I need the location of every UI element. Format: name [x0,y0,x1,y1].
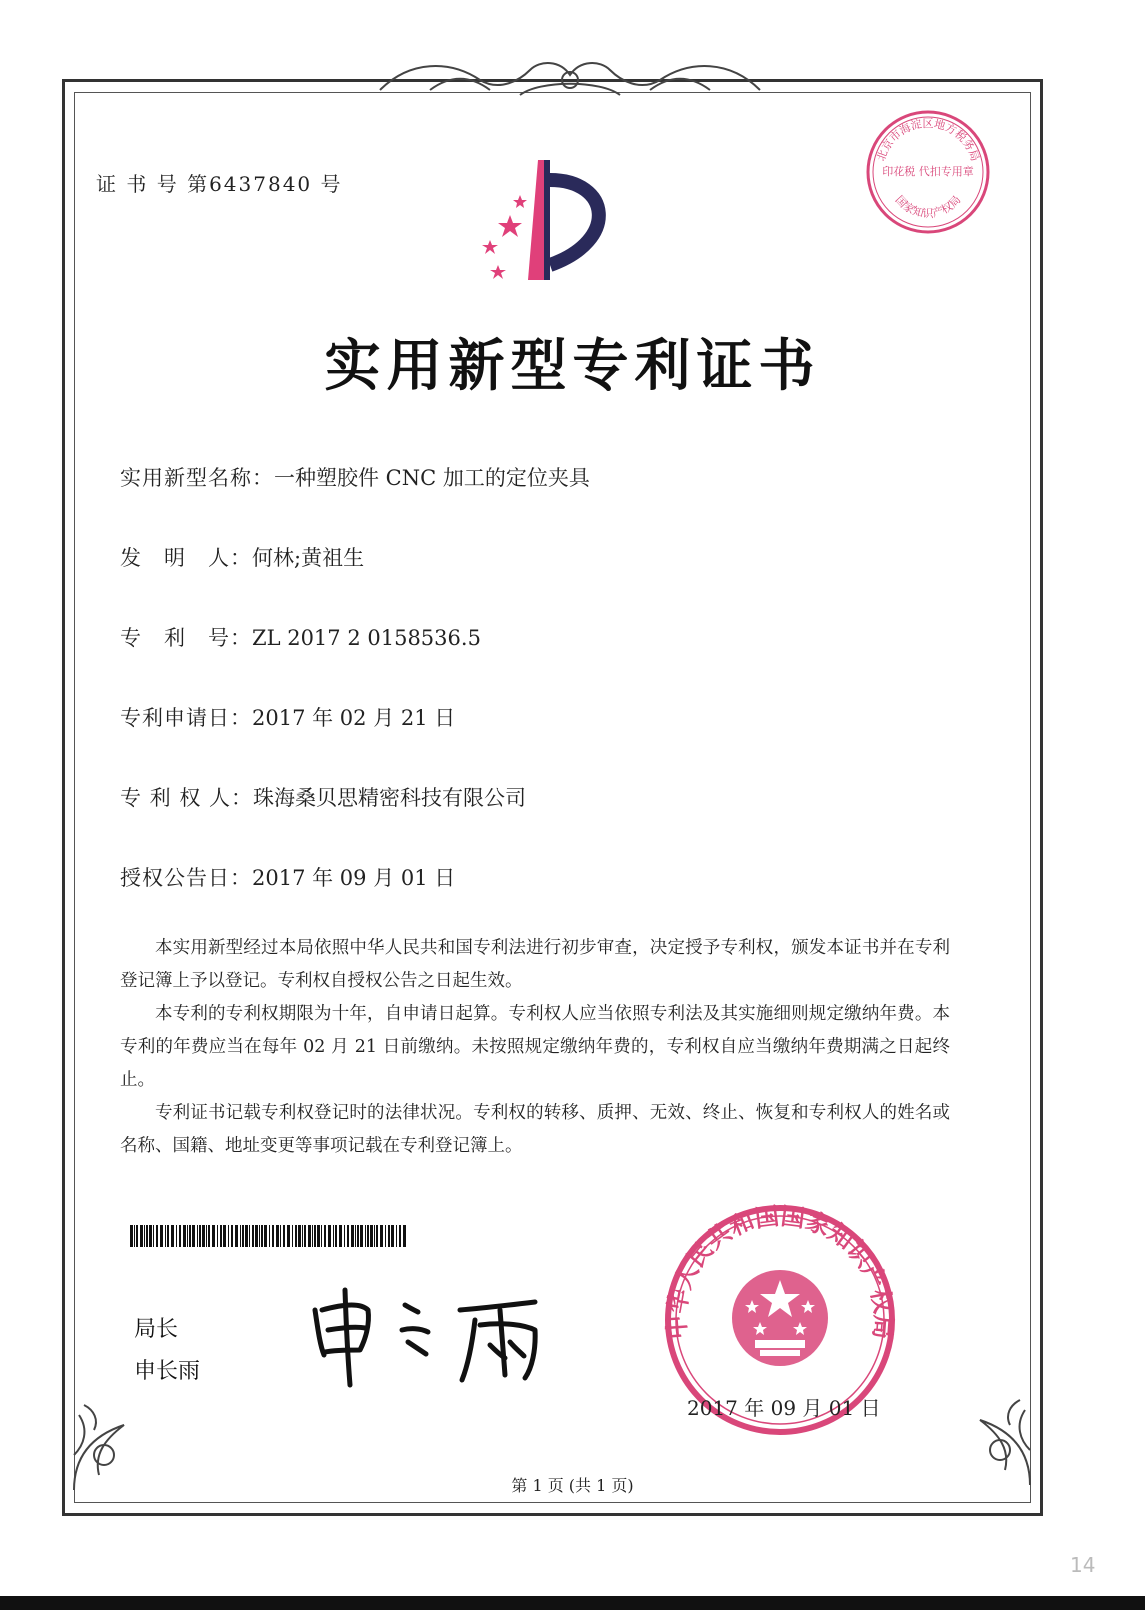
field-value: 2017 年 02 月 21 日 [252,706,456,730]
barcode-bar [298,1225,301,1247]
field-label: 专 利 号： [120,626,252,650]
barcode-bar [272,1225,274,1247]
barcode-bar [153,1225,154,1247]
certificate-body [120,932,950,1163]
seal-outer-text: 北京市海淀区地方税务局 [874,117,982,163]
barcode-bar [292,1225,293,1247]
barcode-bar [370,1225,373,1247]
field-label: 专利申请日： [120,706,252,730]
barcode-bar [351,1225,354,1247]
seal-date: 2017 年 09 月 01 日 [687,1396,881,1420]
barcode-bar [206,1225,207,1247]
barcode-bar [287,1225,290,1247]
barcode-bar [344,1225,345,1247]
barcode-bar [347,1225,349,1247]
certificate-number: 证 书 号 第6437840 号 [96,172,343,196]
seal-text: 中华人民共和国国家知识产权局 [662,1202,898,1341]
barcode-bar [136,1225,138,1247]
barcode-bar [202,1225,205,1247]
seal-bottom-text: 国家知识产权局 [892,193,964,220]
barcode-bar [295,1225,297,1247]
barcode-bar [165,1225,166,1247]
barcode-bar [187,1225,188,1247]
field-label: 实用新型名称： [120,466,274,490]
barcode-bar [167,1225,169,1247]
barcode-bar [183,1225,186,1247]
top-ornament [370,50,770,105]
barcode-bar [304,1225,306,1247]
barcode-bar [391,1225,394,1247]
barcode-bar [324,1225,326,1247]
barcode-bar [212,1225,215,1247]
barcode-bar [156,1225,158,1247]
barcode-bar [199,1225,201,1247]
field-inventor [120,542,364,572]
barcode-bar [321,1225,322,1247]
barcode-bar [192,1225,195,1247]
barcode-bar [171,1225,174,1247]
svg-text:国家知识产权局 [893,193,964,220]
barcode-bar [235,1225,238,1247]
barcode-bar [302,1225,303,1247]
barcode-bar [179,1225,181,1247]
field-utility-model-name [120,462,590,492]
barcode-bar [149,1225,152,1247]
barcode-bar [399,1225,401,1247]
field-patentee [120,782,526,812]
barcode-bar [130,1225,133,1247]
barcode-bar [396,1225,397,1247]
director-signature [310,1280,550,1390]
barcode-bar [365,1225,366,1247]
paragraph: 专利证书记载专利权登记时的法律状况。专利权的转移、质押、无效、终止、恢复和专利权人的姓名或名称、国籍、地址变更等事项记载在专利登记簿上。 [120,1103,950,1156]
barcode-bar [357,1225,359,1247]
barcode-bar [140,1225,143,1247]
barcode-bar [242,1225,244,1247]
barcode-bar [146,1225,148,1247]
field-grant-date [120,862,455,892]
barcode-bar [252,1225,254,1247]
field-value: ZL 2017 2 0158536.5 [252,626,481,650]
field-value: 一种塑胶件 CNC 加工的定位夹具 [274,466,590,490]
barcode-bar [264,1225,267,1247]
barcode-bar [367,1225,369,1247]
field-label: 专 利 权 人： [120,786,254,810]
barcode-bar [312,1225,313,1247]
barcode-bar [388,1225,390,1247]
certificate-title: 实用新型专利证书 [324,333,821,399]
barcode-bar [176,1225,177,1247]
barcode-bar [259,1225,260,1247]
director-name: 申长雨 [134,1359,201,1384]
field-label: 授权公告日： [120,866,252,890]
field-label: 发 明 人： [120,546,252,570]
barcode-bar [160,1225,163,1247]
barcode-bar [220,1225,222,1247]
paragraph: 本专利的专利权期限为十年，自申请日起算。专利权人应当依照专利法及其实施细则规定缴纳年费。本专利的年费应当在每年 02 月 21 日前缴纳。未按照规定缴纳年费的，专利权自应当缴纳年费期满之日起终止。 [120,1004,950,1090]
barcode-bar [380,1225,383,1247]
seal-center-text: 印花税 代扣专用章 [882,165,974,178]
barcode-bar [231,1225,233,1247]
field-value: 2017 年 09 月 01 日 [252,866,456,890]
barcode-bar [280,1225,281,1247]
barcode [130,1225,410,1247]
barcode-bar [403,1225,406,1247]
barcode-bar [197,1225,198,1247]
barcode-bar [308,1225,311,1247]
barcode-bar [189,1225,191,1247]
barcode-bar [208,1225,210,1247]
barcode-bar [269,1225,270,1247]
barcode-bar [317,1225,320,1247]
field-application-date [120,702,455,732]
paragraph: 本实用新型经过本局依照中华人民共和国专利法进行初步审查，决定授予专利权，颁发本证书并在专利登记簿上予以登记。专利权自授权公告之日起生效。 [120,938,950,991]
barcode-bar [217,1225,218,1247]
barcode-bar [255,1225,258,1247]
barcode-bar [333,1225,334,1247]
barcode-bar [376,1225,378,1247]
barcode-bar [328,1225,331,1247]
scan-edge-bar [0,1596,1145,1610]
barcode-bar [360,1225,363,1247]
field-patent-number [120,622,481,652]
field-value: 何林;黄祖生 [252,546,365,570]
barcode-bar [134,1225,135,1247]
barcode-bar [249,1225,250,1247]
barcode-bar [228,1225,229,1247]
barcode-bar [240,1225,241,1247]
barcode-bar [276,1225,279,1247]
tax-stamp-seal [863,107,993,237]
corner-mark: 14 [1070,1553,1096,1577]
field-value: 珠海桑贝思精密科技有限公司 [253,786,527,810]
barcode-bar [283,1225,285,1247]
cnipa-logo [470,155,640,285]
barcode-bar [144,1225,145,1247]
barcode-bar [385,1225,386,1247]
barcode-bar [223,1225,226,1247]
barcode-bar [335,1225,337,1247]
barcode-bar [339,1225,342,1247]
barcode-bar [355,1225,356,1247]
page-number: 第 1 页 (共 1 页) [511,1476,634,1495]
barcode-bar [374,1225,375,1247]
director-title: 局长 [134,1317,179,1342]
barcode-bar [261,1225,263,1247]
barcode-bar [314,1225,316,1247]
barcode-bar [245,1225,248,1247]
